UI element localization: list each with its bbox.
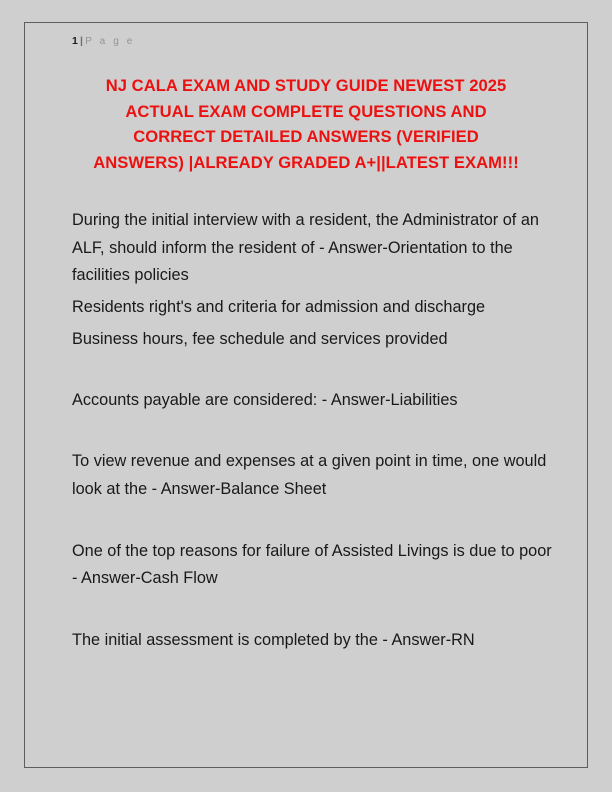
page-number-header	[72, 35, 135, 47]
body-paragraph: Accounts payable are considered: - Answer-Liabilities	[72, 390, 458, 409]
body-paragraph: Business hours, fee schedule and services provided	[72, 329, 448, 348]
page-title	[60, 73, 552, 175]
page-label: P a g e	[85, 36, 135, 47]
document-page	[24, 22, 588, 768]
body-paragraph: The initial assessment is completed by the - Answer-RN	[72, 631, 475, 650]
page-number-value: 1	[72, 35, 79, 47]
body-paragraph: One of the top reasons for failure of Assisted Livings is due to poor - Answer-Cash Flow	[72, 541, 552, 588]
page-title-line-2: ACTUAL EXAM COMPLETE QUESTIONS AND	[125, 101, 487, 121]
document-body	[72, 207, 556, 655]
page-title-line-1: NJ CALA EXAM AND STUDY GUIDE NEWEST 2025	[105, 76, 507, 95]
body-paragraph: Residents right's and criteria for admission and discharge	[72, 298, 486, 317]
page-title-line-3: CORRECT DETAILED ANSWERS (VERIFIED	[133, 127, 479, 146]
body-paragraph: During the initial interview with a resident, the Administrator of an ALF, should inform the resident of - Answer-Orientation to the facilities policies	[72, 211, 539, 285]
page-title-line-4: ANSWERS) |ALREADY GRADED A+||LATEST EXAM!!!	[93, 152, 519, 172]
page-number-separator: |	[80, 35, 84, 47]
body-paragraph: To view revenue and expenses at a given point in time, one would look at the - Answer-Balance Sheet	[72, 452, 547, 498]
